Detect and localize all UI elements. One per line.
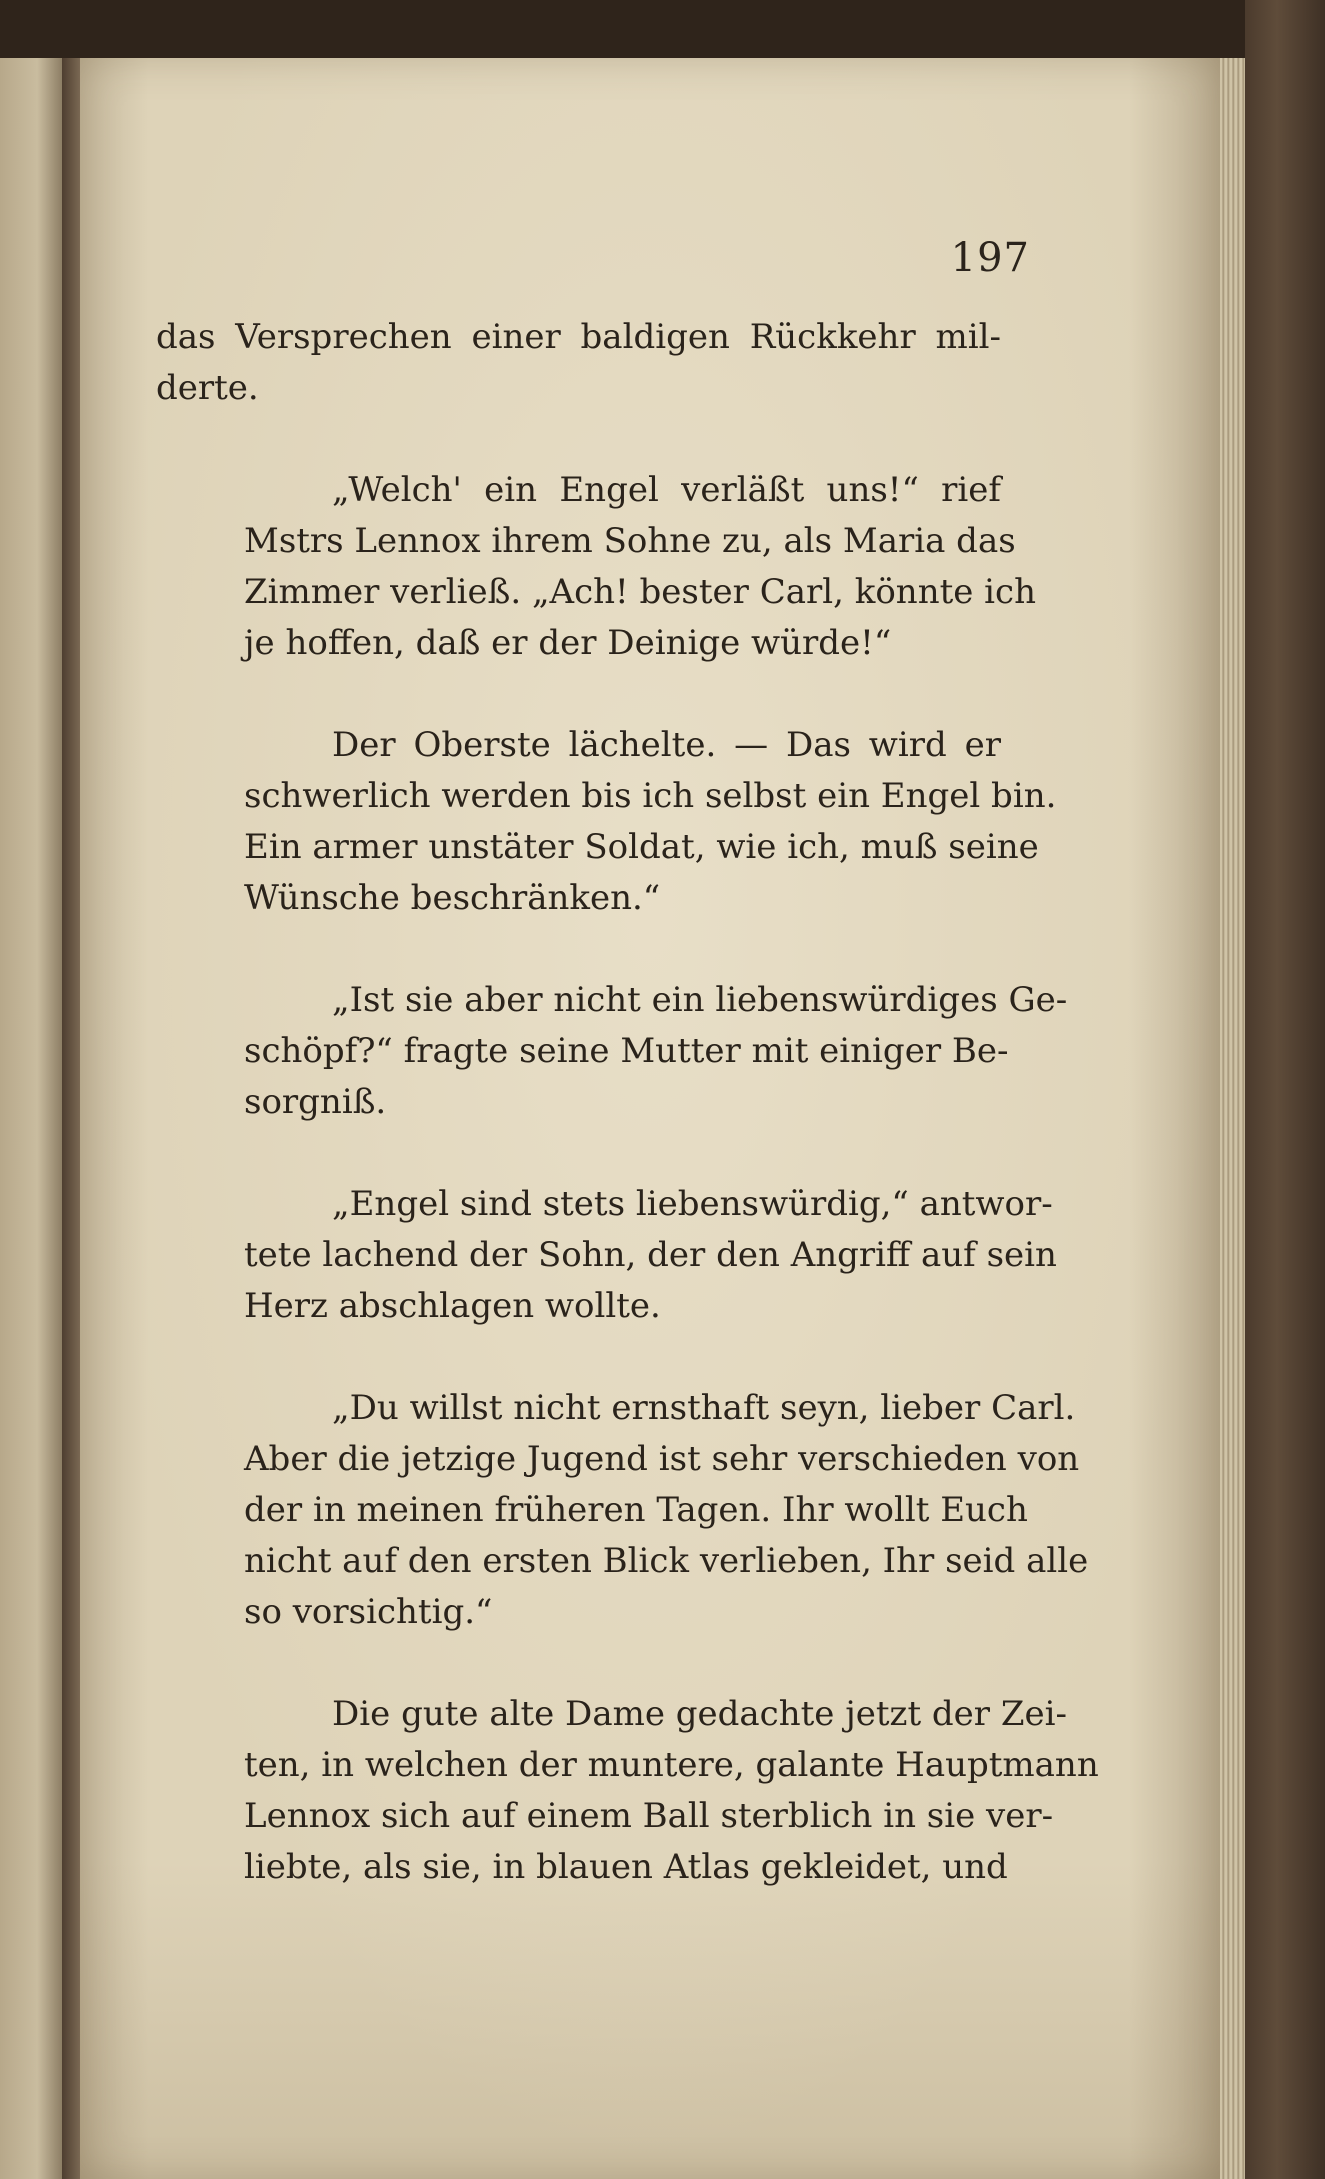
text-line: nicht auf den ersten Blick verlieben, Ihr seid alle	[244, 1541, 1089, 1581]
paragraph	[156, 1383, 1089, 1638]
text-line: Herz abschlagen wollte.	[244, 1286, 661, 1326]
facing-page-edge	[0, 58, 65, 2179]
text-line: Die gute alte Dame gedachte jetzt der Zei-	[332, 1694, 1067, 1734]
text-line: Ein armer unstäter Soldat, wie ich, muß seine	[244, 827, 1039, 867]
text-line: so vorsichtig.“	[244, 1592, 493, 1632]
text-line: „Engel sind stets liebenswürdig,“ antwor-	[332, 1184, 1053, 1224]
text-line: Der Oberste lächelte. — Das wird er	[332, 725, 1001, 765]
paragraph	[156, 1689, 1099, 1893]
text-line: tete lachend der Sohn, der den Angriff auf sein	[244, 1235, 1057, 1275]
text-line: „Welch' ein Engel verläßt uns!“ rief	[332, 470, 1001, 510]
text-line: liebte, als sie, in blauen Atlas gekleidet, und	[244, 1847, 1008, 1887]
text-line: Lennox sich auf einem Ball sterblich in sie ver-	[244, 1796, 1054, 1836]
body-text	[156, 312, 1099, 1893]
paragraph	[156, 465, 1036, 669]
page-stack-edges	[1220, 58, 1245, 2179]
text-line: schöpf?“ fragte seine Mutter mit einiger Be-	[244, 1031, 1009, 1071]
text-line: der in meinen früheren Tagen. Ihr wollt Euch	[244, 1490, 1028, 1530]
text-line: das Versprechen einer baldigen Rückkehr mil-	[156, 317, 1001, 357]
page-number: 197	[950, 235, 1030, 281]
text-line: je hoffen, daß er der Deinige würde!“	[244, 623, 892, 663]
text-line: „Du willst nicht ernsthaft seyn, lieber Carl.	[332, 1388, 1076, 1428]
book-cover	[1245, 0, 1325, 2179]
text-line: „Ist sie aber nicht ein liebenswürdiges Ge-	[332, 980, 1068, 1020]
paragraph	[156, 720, 1057, 924]
text-line: Mstrs Lennox ihrem Sohne zu, als Maria das	[244, 521, 1016, 561]
paragraph	[156, 312, 1001, 414]
paragraph	[156, 1179, 1057, 1332]
text-line: ten, in welchen der muntere, galante Hauptmann	[244, 1745, 1099, 1785]
book-top-shadow	[0, 0, 1245, 58]
text-line: sorgniß.	[244, 1082, 387, 1122]
paragraph	[156, 975, 1068, 1128]
text-line: derte.	[156, 368, 259, 408]
text-line: Zimmer verließ. „Ach! bester Carl, könnte ich	[244, 572, 1036, 612]
text-line: schwerlich werden bis ich selbst ein Engel bin.	[244, 776, 1057, 816]
book-gutter	[62, 58, 80, 2179]
text-line: Aber die jetzige Jugend ist sehr verschieden von	[244, 1439, 1080, 1479]
text-line: Wünsche beschränken.“	[244, 878, 661, 918]
